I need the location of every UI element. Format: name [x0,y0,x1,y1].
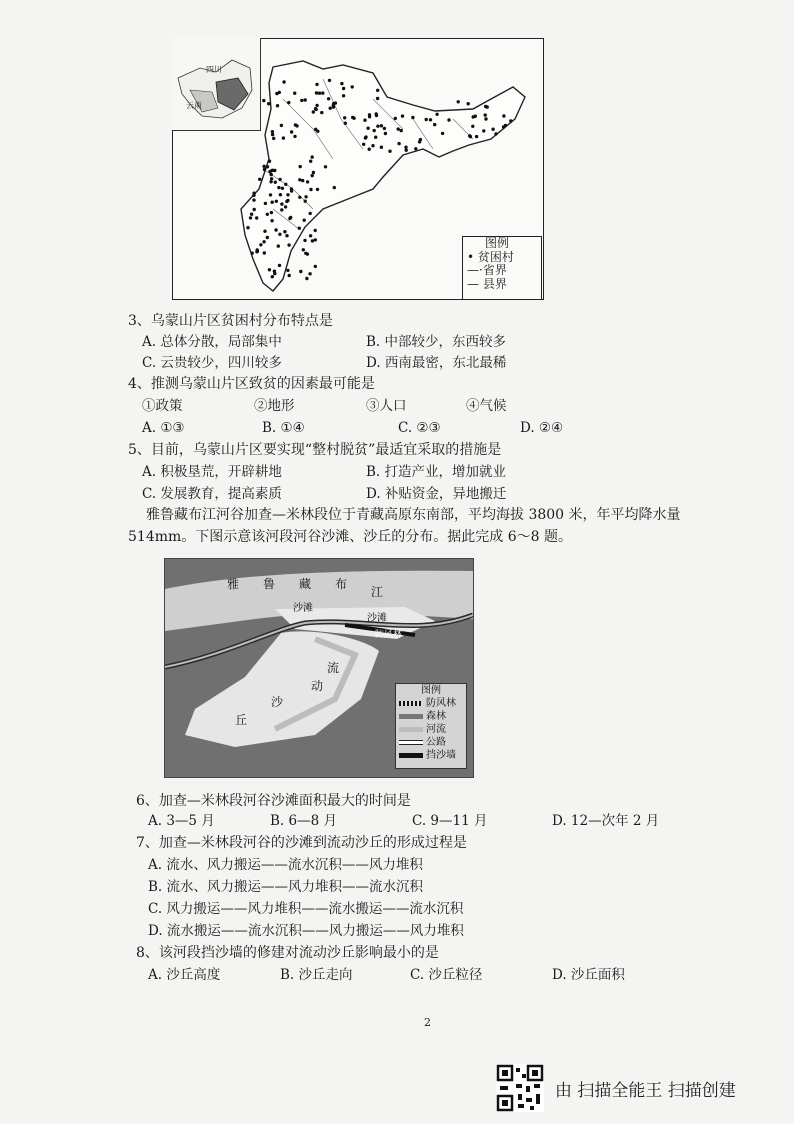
q4-factor-4: ④气候 [466,398,507,414]
q7-stem: 7、加查—米林段河谷的沙滩到流动沙丘的形成过程是 [136,835,467,851]
dune-char-1: 流 [327,661,340,675]
windbreak-swatch-icon [399,701,423,706]
river-char-2: 鲁 [263,577,276,591]
q3-option-d: D. 西南最密，东北最稀 [366,355,507,371]
legend-river: 河流 [396,723,466,736]
figure2-legend-title: 图例 [421,685,441,696]
map-legend-title: 图例 [485,236,510,250]
q4-factor-1: ①政策 [142,398,183,414]
q3-option-c: C. 云贵较少，四川较多 [142,355,282,371]
q5-stem: 5、目前，乌蒙山片区要实现“整村脱贫”最适宜采取的措施是 [128,442,502,458]
inset-label-yunnan: 云南 [186,101,202,110]
q4-option-a: A. ①③ [142,420,185,436]
beach-label-right: 沙滩 [367,613,387,624]
river-char-5: 江 [371,585,384,599]
q5-option-c: C. 发展教育，提高素质 [142,486,282,502]
q5-option-d: D. 补贴资金，异地搬迁 [366,486,507,502]
beach-label-left: 沙滩 [293,603,313,614]
q6-stem: 6、加查—米林段河谷沙滩面积最大的时间是 [136,793,411,809]
inset-label-sichuan: 四川 [206,65,222,74]
q8-option-a: A. 沙丘高度 [148,967,221,983]
q4-option-b: B. ①④ [262,420,305,436]
sand-wall-swatch-icon [399,753,423,758]
river-valley-figure [164,558,474,778]
q5-option-b: B. 打造产业，增加就业 [366,464,507,480]
legend-sand-wall: 挡沙墙 [396,749,466,762]
location-inset-map [172,38,261,131]
q3-stem: 3、乌蒙山片区贫困村分布特点是 [128,313,333,329]
river-swatch-icon [399,727,423,732]
q6-option-a: A. 3—5 月 [148,813,215,829]
q3-option-b: B. 中部较少，东西较多 [366,334,507,350]
qr-code-icon [496,1064,544,1112]
scanner-watermark: 由 扫描全能王 扫描创建 [555,1081,736,1101]
q7-option-b: B. 流水、风力搬运——风力堆积——流水沉积 [148,879,424,895]
map-legend-village: • 贫困村 [467,249,514,264]
river-char-1: 雅 [227,577,240,591]
q8-stem: 8、该河段挡沙墙的修建对流动沙丘影响最小的是 [136,945,439,961]
thin-line-icon: — [467,276,479,291]
legend-windbreak: 防风林 [396,697,466,710]
figure2-legend [395,683,467,769]
q8-option-b: B. 沙丘走向 [280,967,353,983]
q3-option-a: A. 总体分散，局部集中 [142,334,282,350]
dune-char-2: 动 [311,679,324,693]
river-char-3: 藏 [299,577,312,591]
page-number: 2 [424,1016,431,1029]
q4-stem: 4、推测乌蒙山片区致贫的因素最可能是 [128,376,375,392]
q6-option-c: C. 9—11 月 [412,813,488,829]
q8-option-d: D. 沙丘面积 [552,967,625,983]
forest-swatch-icon [399,714,423,719]
q6-option-d: D. 12—次年 2 月 [552,813,660,829]
legend-forest: 森林 [396,710,466,723]
q7-option-d: D. 流水搬运——流水沉积——风力搬运——风力堆积 [148,923,464,939]
dot-icon: • [467,249,475,264]
dash-line-icon: —· [467,263,483,277]
q4-option-c: C. ②③ [398,420,441,436]
dune-char-3: 沙 [271,695,284,709]
q7-option-c: C. 风力搬运——风力堆积——流水搬运——流水沉积 [148,901,464,917]
river-char-4: 布 [335,577,348,591]
q8-option-c: C. 沙丘粒径 [410,967,483,983]
q5-option-a: A. 积极垦荒，开辟耕地 [142,464,282,480]
q6-option-b: B. 6—8 月 [270,813,337,829]
map-legend [462,236,542,300]
dune-char-4: 丘 [235,713,248,727]
intro-line-1: 雅鲁藏布江河谷加查—米林段位于青藏高原东南部，平均海拔 3800 米，年平均降水量 [146,507,681,523]
forest-strip-label: 防风林 [375,630,403,640]
map-legend-county-border: — 县界 [467,276,507,291]
q4-factor-3: ③人口 [366,398,407,414]
legend-road: 公路 [396,736,466,749]
q4-factor-2: ②地形 [254,398,295,414]
map-legend-province-border: —·省界 [467,263,507,277]
q7-option-a: A. 流水、风力搬运——流水沉积——风力堆积 [148,857,423,873]
intro-line-2: 514mm。下图示意该河段河谷沙滩、沙丘的分布。据此完成 6～8 题。 [128,529,572,545]
q4-option-d: D. ②④ [520,420,564,436]
road-swatch-icon [399,740,423,745]
